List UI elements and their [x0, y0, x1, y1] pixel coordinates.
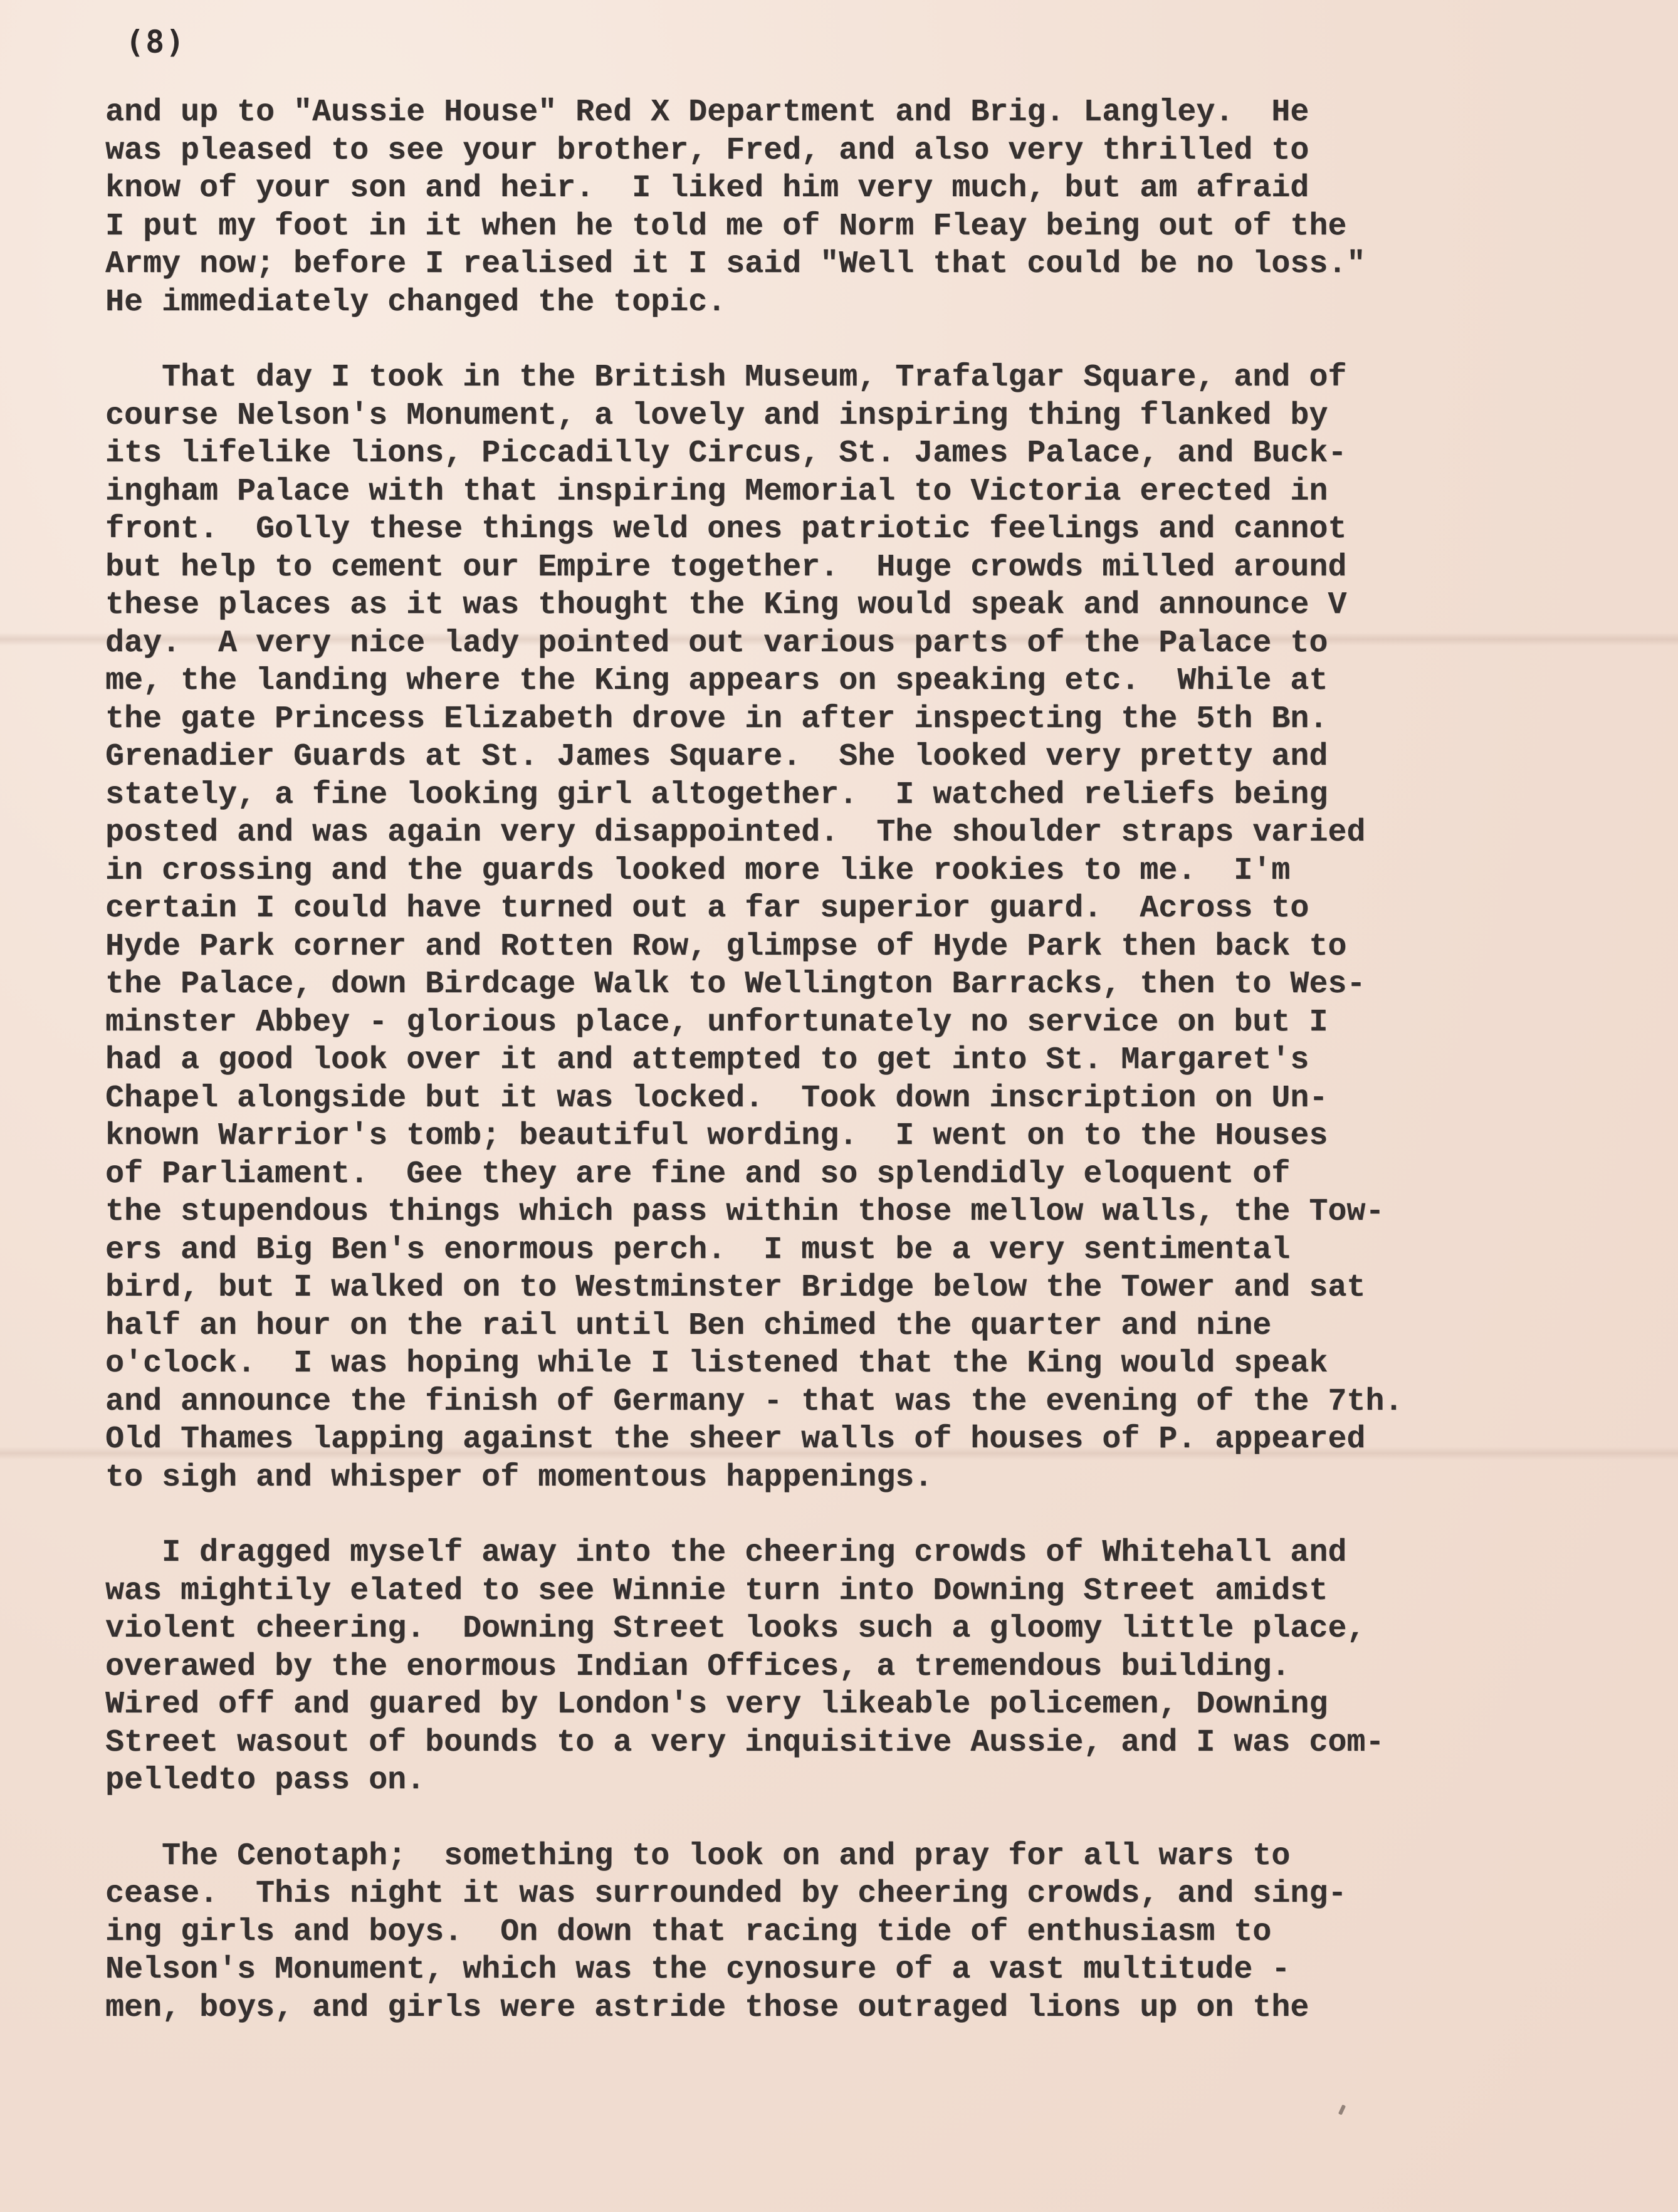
text-line: overawed by the enormous Indian Offices, a tremendous building.: [105, 1649, 1291, 1685]
text-line: cease. This night it was surrounded by cheering crowds, and sing-: [105, 1876, 1347, 1912]
text-line: Hyde Park corner and Rotten Row, glimpse of Hyde Park then back to: [105, 928, 1347, 965]
text-line: of Parliament. Gee they are fine and so splendidly eloquent of: [105, 1156, 1291, 1192]
text-line: half an hour on the rail until Ben chimed the quarter and nine: [105, 1308, 1272, 1344]
text-line: was mightily elated to see Winnie turn into Downing Street amidst: [105, 1573, 1328, 1609]
text-line: its lifelike lions, Piccadilly Circus, St. James Palace, and Buck-: [105, 436, 1347, 471]
text-line: Chapel alongside but it was locked. Took down inscription on Un-: [105, 1080, 1328, 1116]
text-line: violent cheering. Downing Street looks such a gloomy little place,: [105, 1611, 1366, 1647]
text-line: me, the landing where the King appears on speaking etc. While at: [105, 663, 1328, 699]
text-line: day. A very nice lady pointed out various parts of the Palace to: [105, 625, 1328, 661]
paragraph-1: [105, 94, 1635, 322]
text-line: had a good look over it and attempted to get into St. Margaret's: [105, 1042, 1309, 1078]
text-line: Grenadier Guards at St. James Square. She looked very pretty and: [105, 739, 1328, 775]
text-line: but help to cement our Empire together. Huge crowds milled around: [105, 549, 1347, 585]
text-line: The Cenotaph; something to look on and pray for all wars to: [105, 1838, 1291, 1874]
text-line: and up to "Aussie House" Red X Department and Brig. Langley. He: [105, 95, 1309, 130]
text-line: these places as it was thought the King would speak and announce V: [105, 587, 1347, 623]
page-number: (8): [125, 24, 186, 60]
text-line: known Warrior's tomb; beautiful wording. I went on to the Houses: [105, 1118, 1328, 1154]
text-line: was pleased to see your brother, Fred, and also very thrilled to: [105, 132, 1309, 169]
text-line: stately, a fine looking girl altogether. I watched reliefs being: [105, 777, 1328, 813]
paragraph-3: [105, 1534, 1635, 1800]
text-line: front. Golly these things weld ones patriotic feelings and cannot: [105, 511, 1347, 547]
text-line: o'clock. I was hoping while I listened that the King would speak: [105, 1346, 1328, 1381]
text-line: Old Thames lapping against the sheer walls of houses of P. appeared: [105, 1422, 1366, 1457]
text-line: ing girls and boys. On down that racing tide of enthusiasm to: [105, 1914, 1272, 1950]
text-line: Wired off and guared by London's very likeable policemen, Downing: [105, 1687, 1328, 1722]
text-line: I put my foot in it when he told me of Norm Fleay being out of the: [105, 208, 1347, 244]
text-line: pelledto pass on.: [105, 1763, 426, 1798]
text-line: certain I could have turned out a far superior guard. Across to: [105, 891, 1309, 926]
text-line: the stupendous things which pass within those mellow walls, the Tow-: [105, 1194, 1385, 1230]
text-line: and announce the finish of Germany - that was the evening of the 7th.: [105, 1383, 1403, 1420]
ink-speck: [1338, 2104, 1346, 2115]
text-line: minster Abbey - glorious place, unfortunately no service on but I: [105, 1004, 1328, 1040]
text-line: posted and was again very disappointed. The shoulder straps varied: [105, 815, 1366, 851]
letter-body: [105, 94, 1635, 2065]
text-line: men, boys, and girls were astride those outraged lions up on the: [105, 1989, 1309, 2026]
paragraph-2: [105, 359, 1635, 1497]
text-line: the gate Princess Elizabeth drove in after inspecting the 5th Bn.: [105, 701, 1328, 737]
text-line: to sigh and whisper of momentous happenings.: [105, 1459, 933, 1496]
text-line: ingham Palace with that inspiring Memorial to Victoria erected in: [105, 473, 1328, 510]
text-line: Street wasout of bounds to a very inquisitive Aussie, and I was com-: [105, 1724, 1385, 1761]
text-line: course Nelson's Monument, a lovely and inspiring thing flanked by: [105, 397, 1328, 434]
text-line: know of your son and heir. I liked him very much, but am afraid: [105, 170, 1309, 206]
paragraph-4: [105, 1838, 1635, 2028]
text-line: the Palace, down Birdcage Walk to Wellington Barracks, then to Wes-: [105, 967, 1366, 1002]
text-line: Army now; before I realised it I said "Well that could be no loss.": [105, 246, 1366, 282]
text-line: I dragged myself away into the cheering crowds of Whitehall and: [105, 1535, 1347, 1571]
text-line: in crossing and the guards looked more like rookies to me. I'm: [105, 852, 1291, 889]
text-line: He immediately changed the topic.: [105, 284, 726, 320]
text-line: ers and Big Ben's enormous perch. I must be a very sentimental: [105, 1232, 1291, 1268]
text-line: bird, but I walked on to Westminster Bridge below the Tower and sat: [105, 1270, 1366, 1306]
text-line: That day I took in the British Museum, Trafalgar Square, and of: [105, 360, 1347, 396]
text-line: Nelson's Monument, which was the cynosure of a vast multitude -: [105, 1952, 1291, 1988]
